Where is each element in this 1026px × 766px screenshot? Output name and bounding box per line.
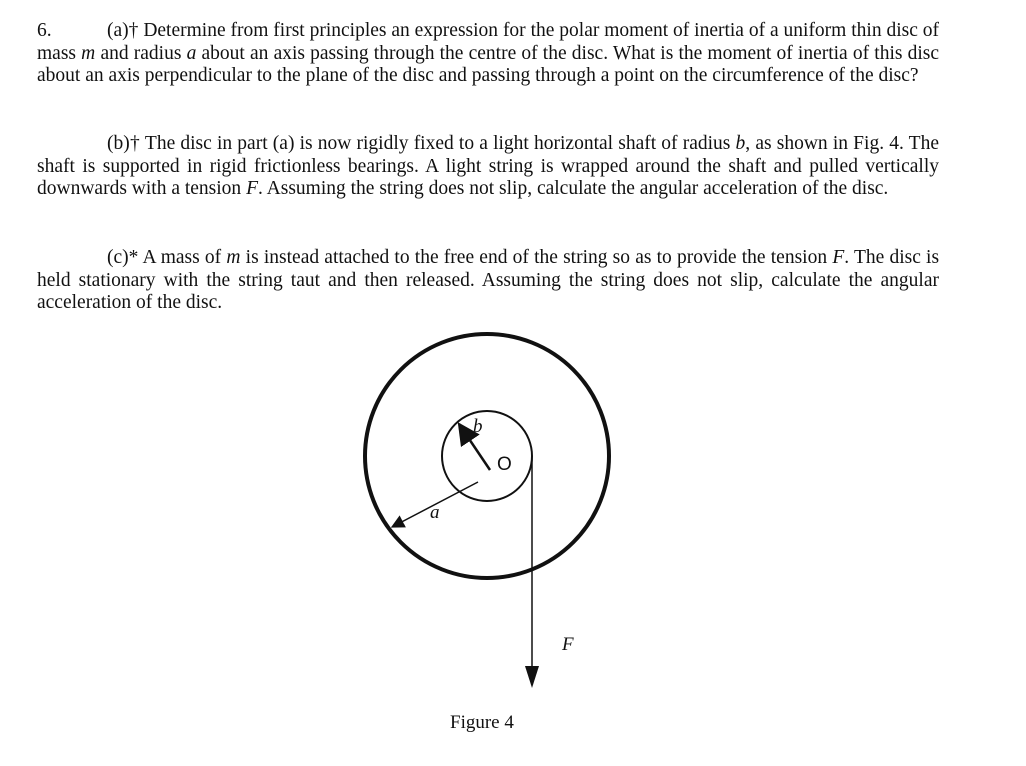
- var-b: b: [735, 133, 746, 154]
- part-c-label: (c)*: [107, 247, 139, 268]
- var-a: a: [186, 42, 197, 64]
- var-m: m: [226, 247, 241, 268]
- part-a-text: 6. (a)† Determine from first principles an expression for the polar moment of inertia of a uniform thin disc of mass m and radius a about an axis passing through the centre of the disc. What is the moment of inertia of this disc about an axis perpendicular to the plane of the disc and passing through a point on the circumference of the disc?: [37, 20, 940, 87]
- force-arrowhead: [525, 666, 539, 688]
- part-b-label: (b)†: [107, 133, 141, 154]
- label-b: b: [473, 416, 483, 437]
- var-F: F: [246, 178, 258, 200]
- question-number: 6.: [37, 20, 52, 41]
- outer-disc: [365, 334, 609, 578]
- label-a: a: [430, 502, 440, 523]
- var-m: m: [81, 42, 96, 64]
- part-a-label: (a)†: [107, 20, 139, 41]
- var-F: F: [832, 247, 845, 268]
- figure-caption: Figure 4: [450, 712, 514, 733]
- part-c-text: (c)* A mass of m is instead attached to the free end of the string so as to provide the tension F. The disc is held stationary with the string taut and then released. Assuming the string does not slip, calculate the angular acceleration of the disc.: [37, 247, 940, 314]
- part-b-text: (b)† The disc in part (a) is now rigidly fixed to a light horizontal shaft of radius b, as shown in Fig. 4. The shaft is supported in rigid frictionless bearings. A light string is wrapped around the shaft and pulled vertically downwards with a tension F. Assuming the string does not slip, calculate the angular acceleration of the disc.: [37, 133, 939, 200]
- shaft-circle: [442, 411, 532, 501]
- label-O: O: [497, 454, 512, 475]
- label-F: F: [562, 634, 574, 655]
